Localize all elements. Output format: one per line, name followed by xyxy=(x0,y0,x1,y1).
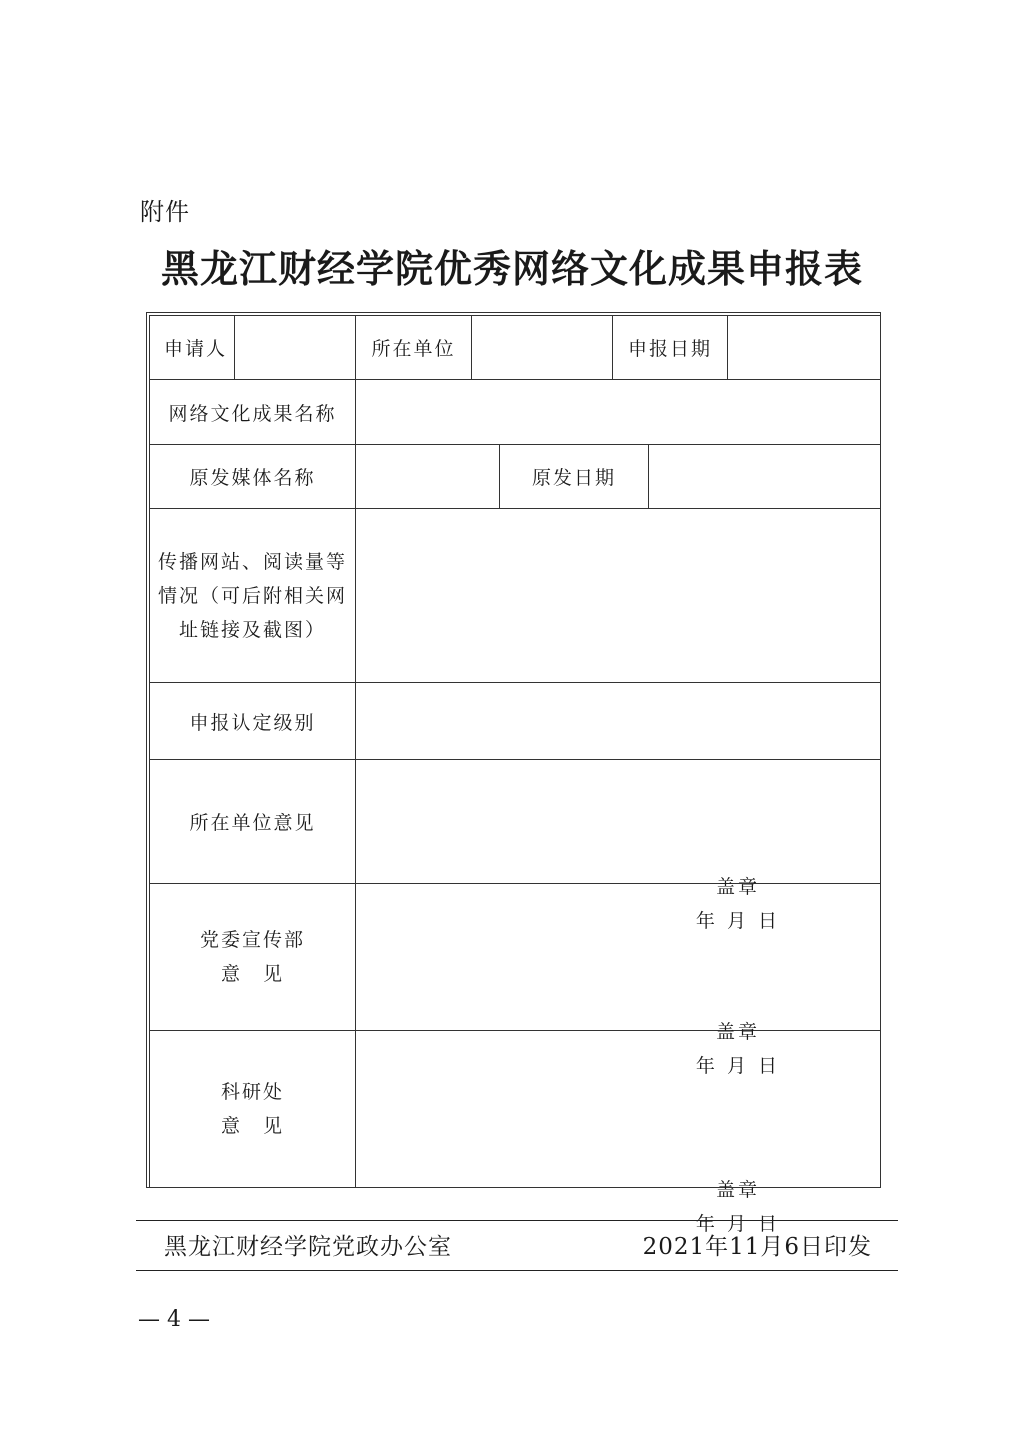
applicant-field[interactable] xyxy=(235,316,356,380)
seal-label: 盖章 xyxy=(715,875,760,898)
application-form xyxy=(149,315,881,1235)
footer-office: 黑龙江财经学院党政办公室 xyxy=(164,1234,452,1260)
footer-bottom-rule xyxy=(136,1270,898,1271)
media-name-field[interactable] xyxy=(356,445,500,509)
unit-field[interactable] xyxy=(472,316,613,380)
form-row-unit-opinion xyxy=(150,760,881,884)
propaganda-opinion-label-line-1: 党委宣传部 xyxy=(199,929,305,951)
form-row-media xyxy=(150,445,881,509)
page-number: — 4 — xyxy=(138,1307,210,1332)
seal-label: 盖章 xyxy=(715,1021,760,1043)
document-title: 黑龙江财经学院优秀网络文化成果申报表 xyxy=(160,247,863,291)
publish-date-label: 原发日期 xyxy=(500,445,649,509)
propaganda-opinion-label-line-2: 意 见 xyxy=(220,963,284,985)
form-row-dissemination xyxy=(150,509,881,683)
report-date-label: 申报日期 xyxy=(613,316,728,380)
publish-date-field[interactable] xyxy=(649,445,881,509)
unit-opinion-label: 所在单位意见 xyxy=(150,760,356,884)
research-opinion-label xyxy=(150,1031,356,1188)
unit-opinion-field[interactable] xyxy=(356,760,881,932)
applicant-label: 申请人 xyxy=(150,316,235,380)
level-label: 申报认定级别 xyxy=(150,683,356,760)
achievement-name-label: 网络文化成果名称 xyxy=(150,380,356,445)
form-row-achievement xyxy=(150,380,881,445)
dissemination-label-line-1: 传播网站、阅读量等 xyxy=(157,550,347,573)
dissemination-field[interactable] xyxy=(356,509,881,683)
dissemination-label xyxy=(150,509,356,683)
media-name-label: 原发媒体名称 xyxy=(150,445,356,509)
seal-label: 盖章 xyxy=(715,1179,760,1201)
unit-label: 所在单位 xyxy=(356,316,472,380)
form-row-level xyxy=(150,683,881,760)
footer-top-rule xyxy=(136,1220,898,1221)
research-opinion-label-line-1: 科研处 xyxy=(220,1081,284,1103)
level-field[interactable] xyxy=(356,683,881,760)
dissemination-label-line-2: 情况（可后附相关网 xyxy=(157,584,347,607)
date-label: 年 月 日 xyxy=(695,1213,781,1235)
attachment-label: 附件 xyxy=(140,198,190,226)
propaganda-opinion-label xyxy=(150,884,356,1031)
form-row-applicant xyxy=(150,316,881,380)
propaganda-opinion-field[interactable] xyxy=(356,884,881,1077)
date-label: 年 月 日 xyxy=(695,909,781,932)
research-opinion-label-line-2: 意 见 xyxy=(220,1115,284,1137)
dissemination-label-line-3: 址链接及截图） xyxy=(178,618,326,641)
footer-issue-date: 2021年11月6日印发 xyxy=(642,1234,872,1260)
achievement-name-field[interactable] xyxy=(356,380,881,445)
report-date-field[interactable] xyxy=(728,316,881,380)
date-label: 年 月 日 xyxy=(695,1055,781,1077)
research-opinion-field[interactable] xyxy=(356,1031,881,1235)
